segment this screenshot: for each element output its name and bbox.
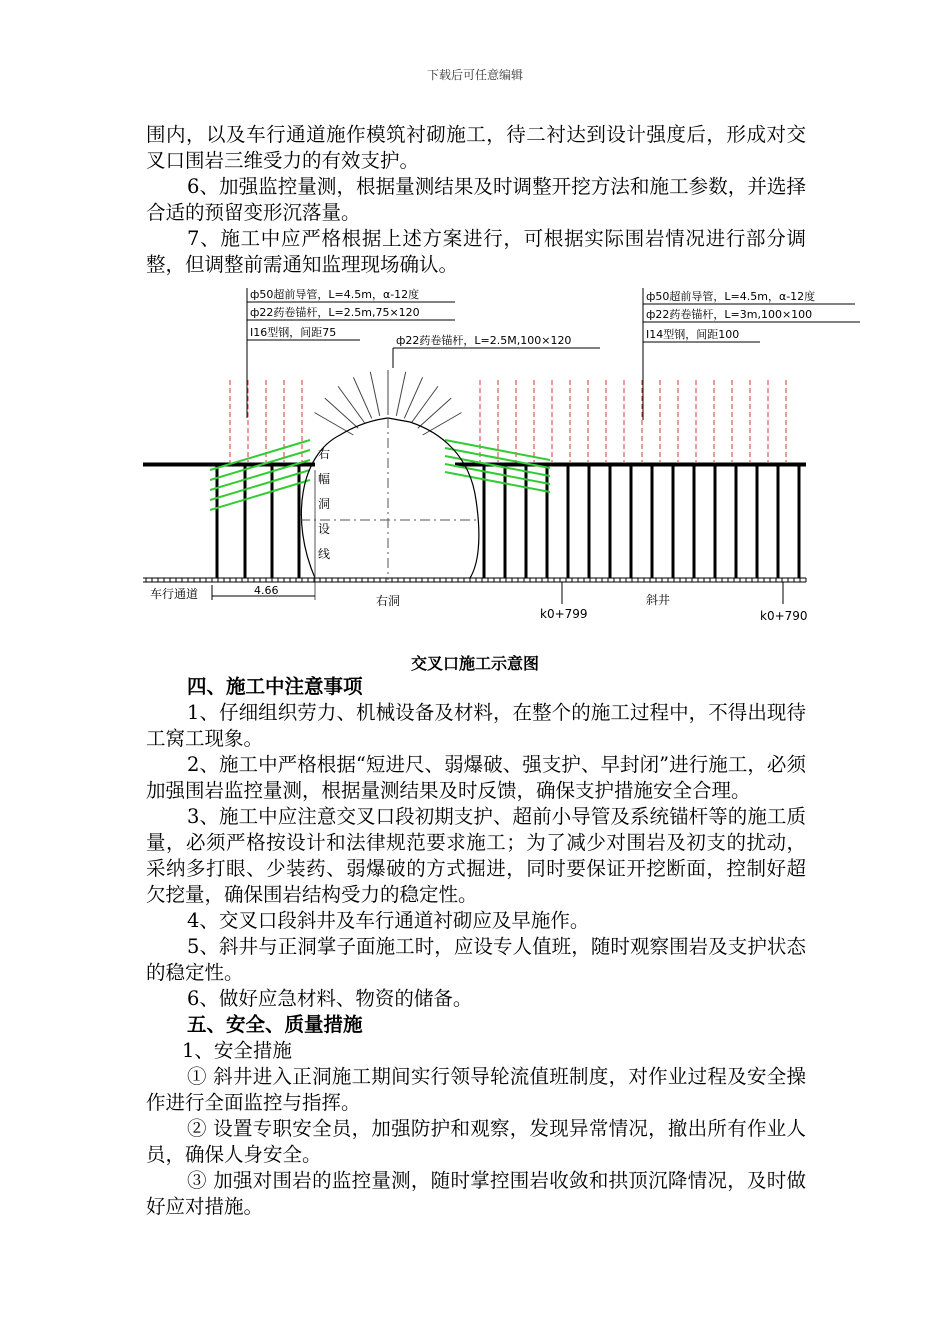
section-4 (146, 674, 806, 1220)
list-item: 2、施工中严格根据“短进尺、弱爆破、强支护、早封闭”进行施工，必须加强围岩监控量测，根据量测结果及时反馈，确保支护措施安全合理。 (146, 753, 806, 802)
label-right-pipe: ф50超前导管，L=4.5m，α-12度 (646, 290, 816, 303)
list-item: ③ 加强对围岩的监控量测，随时掌控围岩收敛和拱顶沉降情况，及时做好应对措施。 (146, 1169, 806, 1218)
label-station-2: k0+790 (760, 609, 808, 623)
figure-caption: 交叉口施工示意图 (410, 654, 539, 673)
page-header: 下载后可任意编辑 (426, 68, 523, 82)
list-item: 3、施工中应注意交叉口段初期支护、超前小导管及系统锚杆等的施工质量，必须严格按设计和法律规范要求施工；为了减少对围岩及初支的扰动，采纳多打眼、少装药、弱爆破的方式掘进，同时要保证开挖断面，控制好超欠挖量，确保围岩结构受力的稳定性。 (146, 805, 806, 906)
section-4-title: 四、施工中注意事项 (187, 675, 363, 698)
label-station-1: k0+799 (540, 607, 588, 621)
radial-bolt-line (412, 386, 438, 422)
radial-bolt-line (314, 413, 353, 436)
radial-bolt-line (353, 377, 371, 418)
tunnel-text: 设 (318, 522, 331, 536)
label-right-steel: I14型钢，间距100 (646, 328, 740, 341)
paragraph: 围内，以及车行通道施作模筑衬砌施工，待二衬达到设计强度后，形成对交叉口围岩三维受力的有效支护。 (146, 123, 806, 172)
label-left-steel: I16型钢，间距75 (250, 326, 337, 339)
label-dimension: 4.66 (254, 584, 279, 597)
tunnel-text: 线 (318, 547, 331, 561)
radial-bolt-line (370, 372, 379, 416)
label-inclined-shaft: 斜井 (646, 593, 671, 607)
section-5-title: 五、安全、质量措施 (187, 1013, 363, 1036)
list-item: 5、斜井与正洞掌子面施工时，应设专人值班，随时观察围岩及支护状态的稳定性。 (146, 935, 806, 984)
intersection-construction-diagram (0, 280, 950, 640)
list-item: 6、做好应急材料、物资的储备。 (187, 987, 473, 1010)
label-right-tunnel: 右洞 (376, 594, 401, 608)
top-text (146, 122, 806, 278)
paragraph: 7、施工中应严格根据上述方案进行，可根据实际围岩情况进行部分调整，但调整前需通知监理现场确认。 (146, 227, 806, 276)
label-vehicle-passage: 车行通道 (150, 587, 199, 601)
tunnel-text: 幅 (318, 472, 331, 486)
radial-bolt-line (418, 398, 451, 428)
paragraph: 6、加强监控量测，根据量测结果及时调整开挖方法和施工参数，并选择合适的预留变形沉落量。 (146, 175, 806, 224)
list-item: 4、交叉口段斜井及车行通道衬砌应及早施作。 (187, 909, 590, 932)
subsection-title: 1、安全措施 (182, 1039, 292, 1062)
tunnel-text: 洞 (318, 497, 331, 511)
list-item: ① 斜井进入正洞施工期间实行领导轮流值班制度，对作业过程及安全操作进行全面监控与指挥。 (146, 1065, 806, 1114)
label-center-bolt: ф22药卷锚杆，L=2.5M,100×120 (396, 334, 572, 347)
radial-bolt-line (404, 377, 422, 418)
radial-bolt-line (396, 372, 405, 416)
tunnel-text: 右 (318, 447, 331, 461)
list-item: 1、仔细组织劳力、机械设备及材料，在整个的施工过程中，不得出现待工窝工现象。 (146, 701, 806, 750)
label-left-pipe: ф50超前导管，L=4.5m，α-12度 (250, 288, 420, 301)
label-left-bolt: ф22药卷锚杆，L=2.5m,75×120 (250, 306, 420, 319)
radial-bolt-line (325, 398, 358, 428)
radial-bolt-line (423, 413, 462, 436)
label-right-bolt: ф22药卷锚杆，L=3m,100×100 (646, 308, 813, 321)
radial-bolt-line (338, 386, 364, 422)
list-item: ② 设置专职安全员，加强防护和观察，发现异常情况，撤出所有作业人员，确保人身安全。 (146, 1117, 806, 1166)
